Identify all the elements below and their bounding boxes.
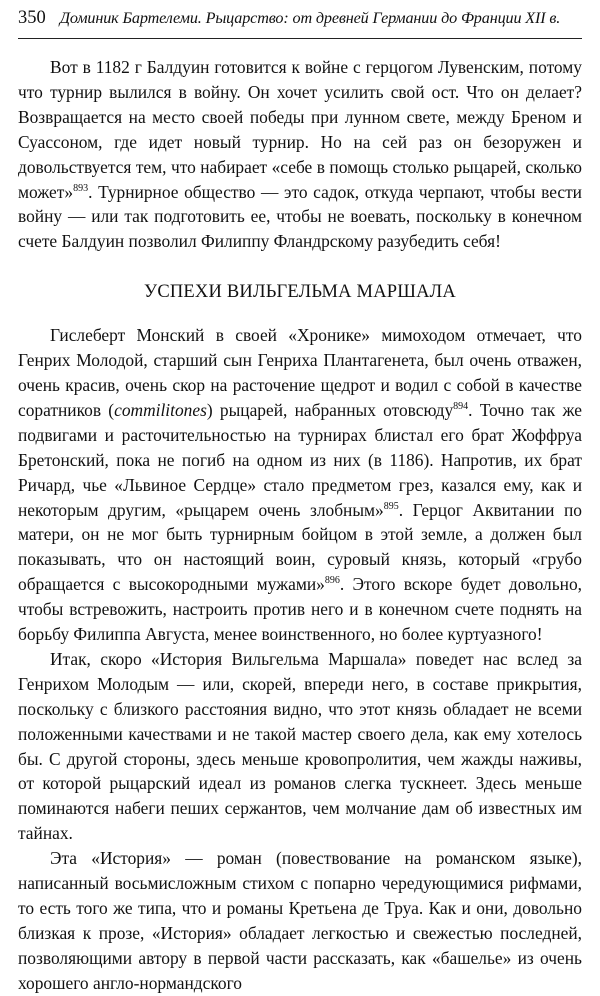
running-title: Доминик Бартелеми. Рыцарство: от древней Германии до Франции XII в.	[59, 9, 561, 27]
paragraph-1-text-a: Вот в 1182 г Балдуин готовится к войне с герцогом Лувенским, потому что турнир вылился в войну. Он хочет усилить свой ост. Что он делает? Возвращается на место своей победы при лунном свете, между Бреном и Суассоном, где идет новый турнир. Но на сей раз он безоружен и довольствуется тем, что набирает «себе в помощь столько рыцарей, сколько может»	[18, 57, 582, 202]
footnote-ref-894: 894	[453, 401, 469, 413]
page-number: 350	[18, 8, 46, 28]
paragraph-2-text-d: . Герцог Аквитании по матери, он не мог быть турнирным бойцом в этой земле, а должен был показывать, что он настоящий воин, суровый князь, который «грубо обращается с высокородными мужами»	[18, 499, 582, 595]
footnote-ref-893: 893	[73, 182, 89, 194]
paragraph-1-text-b: . Турнирное общество — это садок, откуда черпают, чтобы вести войну — или так подготовить ее, чтобы не воевать, поскольку в конечном счете Балдуин позволил Филиппу Фландрскому разубедить себя!	[18, 181, 582, 252]
footnote-ref-895: 895	[383, 500, 399, 512]
paragraph-2	[18, 323, 582, 647]
paragraph-2-text-e: . Этого вскоре будет довольно, чтобы встревожить, настроить против него и в конечном счете поднять на борьбу Филиппа Августа, менее воинственного, но более куртуазного!	[18, 574, 582, 645]
footnote-ref-896: 896	[324, 575, 340, 587]
paragraph-2-text-a: Гислеберт Монский в своей «Хронике» мимоходом отмечает, что Генрих Молодой, старший сын Генриха Плантагенета, был очень отважен, очень красив, очень скор на расточение щедрот и водил с собой в качестве соратников (	[18, 325, 582, 420]
paragraph-4: Эта «История» — роман (повествование на романском языке), написанный восьмисложным стихом с попарно чередующимися рифмами, то есть того же типа, что и романы Кретьена де Труа. Как и они, довольно близкая к прозе, «История» обладает легкостью и свежестью последней, позволяющими автору в первой части рассказать, как «башелье» из очень хорошего англо-нормандского	[18, 848, 582, 993]
running-header	[18, 8, 582, 39]
section-heading: УСПЕХИ ВИЛЬГЕЛЬМА МАРШАЛА	[144, 282, 456, 303]
paragraph-1	[18, 55, 582, 254]
paragraph-2-text-b: ) рыцарей, набранных отовсюду	[206, 399, 454, 420]
paragraph-3: Итак, скоро «История Вильгельма Маршала» поведет нас вслед за Генрихом Молодым — или, скорей, впереди него, в составе прикрытия, поскольку с близкого расстояния видно, что этот князь обладает не всеми положенными качествами и не такой мастер своего дела, как ему хотелось бы. С другой стороны, здесь меньше кровопролития, чем жажды наживы, от которой рыцарский идеал из романов слегка тускнеет. Здесь меньше поминаются набеги пеших сержантов, чем молчание дам об известных им тайнах.	[18, 648, 582, 844]
latin-term: commilitones	[114, 399, 207, 420]
paragraph-2-text-c: . Точно так же подвигами и расточительностью на турнирах блистал его брат Жоффруа Бретонский, пока не погиб на одном из них (в 1186). Напротив, их брат Ричард, чье «Львиное Сердце» стало предметом грез, казался ему, как и некоторым другим, «рыцарем очень злобным»	[18, 399, 583, 520]
page-body	[18, 55, 582, 996]
